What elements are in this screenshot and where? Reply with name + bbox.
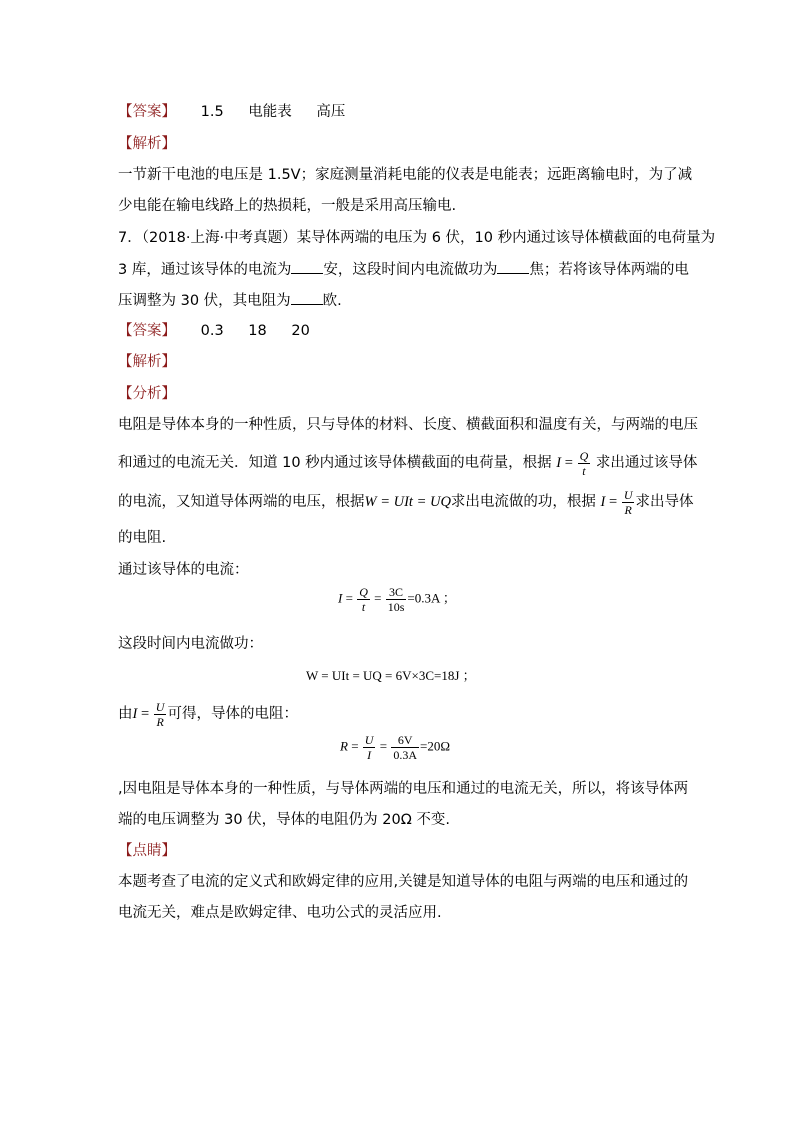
analysis6-label: 【解析】 [118, 136, 176, 152]
blank-3 [291, 290, 323, 305]
analysis6-line1: 一节新干电池的电压是 1.5V；家庭测量消耗电能的仪表是电能表；远距离输电时，为了减 [118, 167, 693, 183]
question7-line3-a: 压调整为 30 伏，其电阻为 [118, 293, 291, 309]
answer6-value-2: 电能表 [248, 104, 292, 120]
question7-line1: 7．（2018·上海·中考真题）某导体两端的电压为 6 伏，10 秒内通过该导体横截面的电荷量为 [118, 230, 716, 246]
answer6-label: 【答案】 [118, 104, 176, 120]
analysis7-p3-c: 求出导体 [635, 494, 694, 510]
comment7-line1: 本题考查了电流的定义式和欧姆定律的应用,关键是知道导体的电阻与两端的电压和通过的 [118, 874, 689, 890]
analysis7-label: 【解析】 [118, 354, 176, 370]
answer6-value-1: 1.5 [200, 104, 224, 120]
work-intro: 这段时间内电流做功： [118, 636, 263, 652]
question7-line2-a: 3 库，通过该导体的电流为 [118, 262, 292, 278]
question7-line2-c: 焦；若将该导体两端的电 [529, 262, 689, 278]
answer7-row [118, 321, 310, 341]
analysis7-p2-b: 求出通过该导体 [595, 455, 698, 471]
answer6-row [118, 102, 345, 122]
answer6-value-3: 高压 [316, 104, 346, 120]
blank-2 [497, 259, 529, 274]
analysis7-p3: 的电流，又知道导体两端的电压，根据W = UIt = UQ求出电流做的功，根据 I = $\frac{U}{R}$ 求出导体 [118, 487, 694, 517]
answer7-label: 【答案】 [118, 323, 176, 339]
conclusion-line1: ,因电阻是导体本身的一种性质，与导体两端的电压和通过的电流无关，所以，将该导体两 [118, 781, 689, 797]
answer7-value-1: 0.3 [200, 323, 224, 339]
formula-q-over-t: $\frac{Q}{t}$ [579, 448, 589, 478]
analysis7-p3-a: 的电流，又知道导体两端的电压，根据 [118, 494, 365, 510]
comment7-line2: 电流无关，难点是欧姆定律、电功公式的灵活应用. [118, 905, 442, 921]
formula-i-lhs-2: I [600, 494, 606, 510]
formula-u-over-r: $\frac{U}{R}$ [623, 487, 633, 517]
conclusion-line2: 端的电压调整为 30 伏，导体的电阻仍为 20Ω 不变. [118, 812, 451, 828]
work-formula: W = UIt = UQ [364, 494, 451, 510]
analysis7-p1: 电阻是导体本身的一种性质，只与导体的材料、长度、横截面积和温度有关，与两端的电压 [118, 417, 698, 433]
fenxi-label: 【分析】 [118, 386, 176, 402]
analysis7-p2-a: 和通过的电流无关．知道 10 秒内通过该导体横截面的电荷量，根据 [118, 455, 552, 471]
analysis6-line2: 少电能在输电线路上的热损耗，一般是采用高压输电. [118, 198, 457, 214]
question7-line3-b: 欧. [322, 293, 342, 309]
analysis7-p3-b: 求出电流做的功，根据 [450, 494, 596, 510]
answer7-value-2: 18 [248, 323, 267, 339]
resist-intro: 由I = $\frac{U}{R}$ 可得，导体的电阻： [118, 699, 298, 729]
resist-calc: R = $\frac{U}{I}$ = $\frac{6V}{0.3A}$ =20Ω [340, 733, 450, 762]
work-calc: W = UIt = UQ = 6V×3C=18J ； [306, 668, 476, 683]
formula-i-lhs: I [556, 455, 562, 471]
question7-line2 [118, 259, 689, 280]
current-intro: 通过该导体的电流： [118, 562, 249, 578]
question7-line3 [118, 290, 342, 311]
analysis7-p4: 的电阻. [118, 530, 167, 546]
blank-1 [291, 259, 323, 274]
answer7-value-3: 20 [291, 323, 310, 339]
question7-line2-b: 安，这段时间内电流做功为 [323, 262, 498, 278]
comment7-label: 【点睛】 [118, 843, 176, 859]
current-calc: I = $\frac{Q}{t}$ = $\frac{3C}{10s}$ =0.3A ； [338, 585, 456, 614]
analysis7-p2: 和通过的电流无关．知道 10 秒内通过该导体横截面的电荷量，根据 I = $\frac{Q}{t}$ 求出通过该导体 [118, 448, 698, 478]
